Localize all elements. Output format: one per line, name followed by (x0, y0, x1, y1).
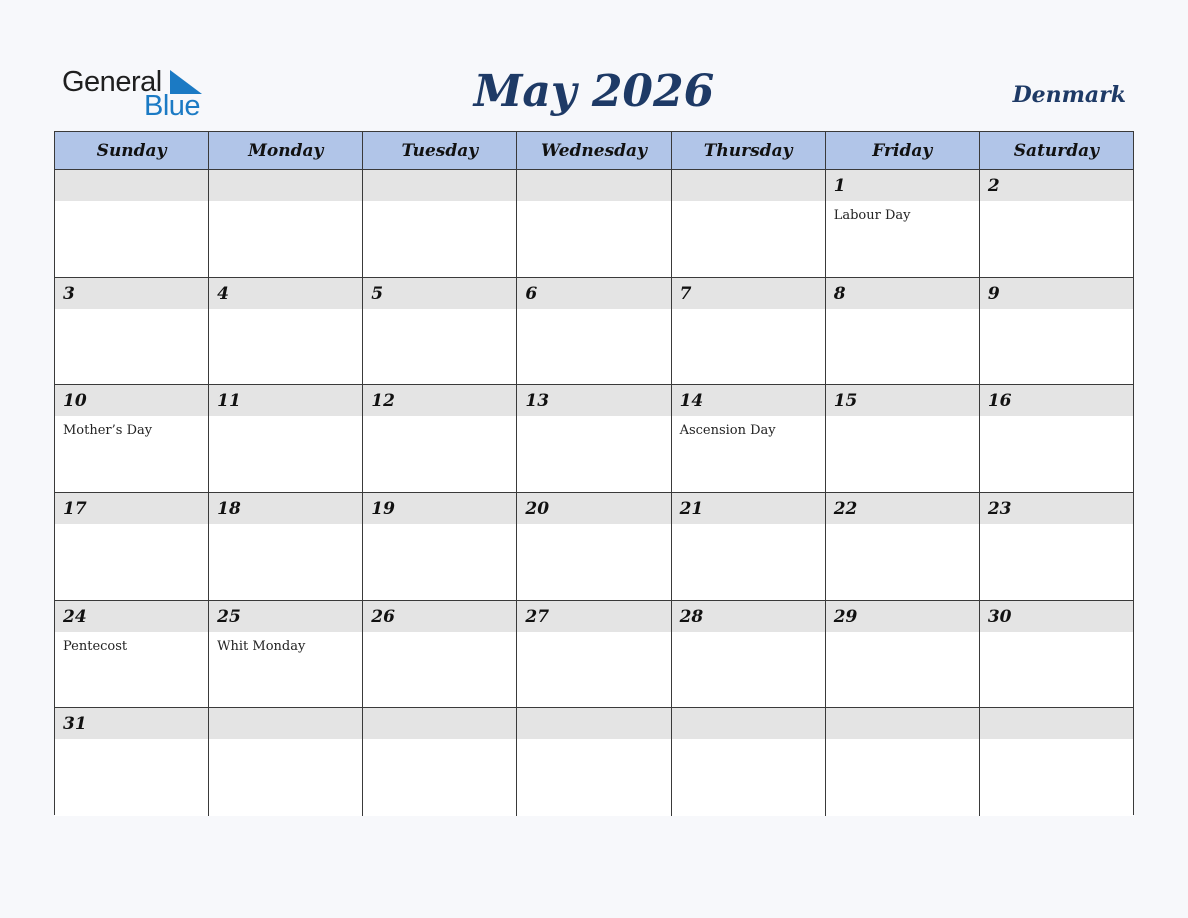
day-cell (363, 170, 517, 277)
day-band (209, 708, 362, 739)
week-row (55, 493, 1133, 601)
day-band (517, 708, 670, 739)
day-cell (363, 708, 517, 816)
day-number: 16 (987, 391, 1012, 412)
day-cell (672, 170, 826, 277)
day-band (826, 170, 979, 201)
day-number: 26 (371, 606, 395, 627)
day-band (363, 278, 516, 309)
day-number: 24 (63, 606, 87, 627)
day-band (517, 278, 670, 309)
day-band (980, 708, 1133, 739)
day-cell (980, 708, 1133, 816)
day-number: 23 (987, 499, 1012, 520)
day-number: 5 (371, 283, 384, 304)
holiday-label: Pentecost (63, 638, 128, 654)
day-cell (209, 493, 363, 600)
day-number: 2 (987, 176, 1000, 196)
day-cell (672, 601, 826, 708)
weekday-monday: Monday (209, 132, 363, 169)
weekday-saturday: Saturday (1013, 140, 1100, 161)
week-row (55, 278, 1133, 386)
day-cell (363, 601, 517, 708)
day-cell (826, 493, 980, 600)
day-cell (672, 278, 826, 385)
day-cell (826, 170, 980, 277)
day-cell (55, 278, 209, 385)
day-number: 21 (679, 499, 704, 520)
day-band (672, 170, 825, 201)
day-number: 25 (217, 606, 241, 627)
day-cell (363, 493, 517, 600)
day-number: 3 (63, 283, 75, 304)
day-cell (209, 601, 363, 708)
day-number: 27 (525, 606, 550, 627)
day-band (55, 278, 208, 309)
logo-text-blue: Blue (144, 90, 201, 122)
day-cell (55, 601, 209, 708)
day-number: 13 (525, 391, 550, 412)
day-band (672, 708, 825, 739)
day-number: 17 (63, 499, 87, 520)
day-band (363, 708, 516, 739)
holiday-label: Whit Monday (217, 638, 306, 654)
day-cell (517, 708, 671, 816)
weekday-header (55, 132, 1133, 170)
day-cell (517, 385, 671, 492)
day-number: 9 (987, 283, 1000, 304)
day-number: 28 (679, 606, 704, 627)
day-number: 19 (371, 499, 395, 520)
day-number: 4 (217, 283, 229, 304)
day-cell (517, 170, 671, 277)
week-row (55, 170, 1133, 278)
weekday-wednesday: Wednesday (517, 132, 671, 169)
day-cell (363, 278, 517, 385)
day-cell (980, 601, 1133, 708)
day-cell (826, 278, 980, 385)
logo-text-general: General (62, 66, 162, 98)
day-cell (826, 708, 980, 816)
weekday-tuesday: Tuesday (363, 132, 517, 169)
day-band (980, 170, 1133, 201)
day-band (55, 170, 208, 201)
day-cell (209, 278, 363, 385)
day-number: 18 (217, 499, 241, 520)
day-cell (209, 708, 363, 816)
day-band (209, 170, 362, 201)
day-cell (672, 493, 826, 600)
weekday-sunday: Sunday (55, 132, 209, 169)
day-number: 29 (833, 606, 858, 627)
day-number: 11 (217, 391, 241, 412)
day-cell (517, 601, 671, 708)
month-grid (54, 131, 1134, 815)
day-cell (55, 708, 209, 816)
holiday-label: Mother’s Day (63, 423, 153, 439)
day-number: 20 (525, 499, 550, 520)
week-row (55, 601, 1133, 709)
day-band (826, 708, 979, 739)
day-band (517, 170, 670, 201)
day-cell (517, 493, 671, 600)
weeks-container (55, 170, 1133, 816)
day-cell (672, 385, 826, 492)
day-number: 22 (833, 499, 858, 520)
day-band (363, 170, 516, 201)
weekday-thursday: Thursday (672, 132, 826, 169)
day-cell (826, 601, 980, 708)
day-cell (826, 385, 980, 492)
week-row (55, 708, 1133, 816)
day-cell (55, 170, 209, 277)
day-number: 8 (833, 283, 846, 304)
week-row (55, 385, 1133, 493)
day-number: 30 (987, 606, 1012, 627)
day-cell (980, 278, 1133, 385)
day-cell (209, 385, 363, 492)
day-cell (363, 385, 517, 492)
day-number: 12 (371, 391, 395, 412)
day-number: 1 (833, 176, 846, 196)
day-number: 31 (63, 714, 87, 735)
day-cell (517, 278, 671, 385)
day-band (826, 278, 979, 309)
day-cell (980, 170, 1133, 277)
country-label: Denmark (1012, 82, 1126, 108)
page-title: May 2026 (473, 66, 715, 117)
weekday-friday: Friday (826, 132, 980, 169)
day-cell (55, 493, 209, 600)
day-number: 10 (63, 391, 87, 412)
day-cell (980, 493, 1133, 600)
day-band (209, 278, 362, 309)
day-number: 6 (525, 283, 538, 304)
day-cell (672, 708, 826, 816)
day-cell (209, 170, 363, 277)
day-cell (55, 385, 209, 492)
day-cell (980, 385, 1133, 492)
day-band (672, 278, 825, 309)
day-number: 7 (679, 283, 692, 304)
holiday-label: Ascension Day (679, 423, 776, 439)
day-number: 14 (679, 391, 704, 412)
day-band (980, 278, 1133, 309)
holiday-label: Labour Day (833, 208, 911, 223)
day-number: 15 (833, 391, 858, 412)
